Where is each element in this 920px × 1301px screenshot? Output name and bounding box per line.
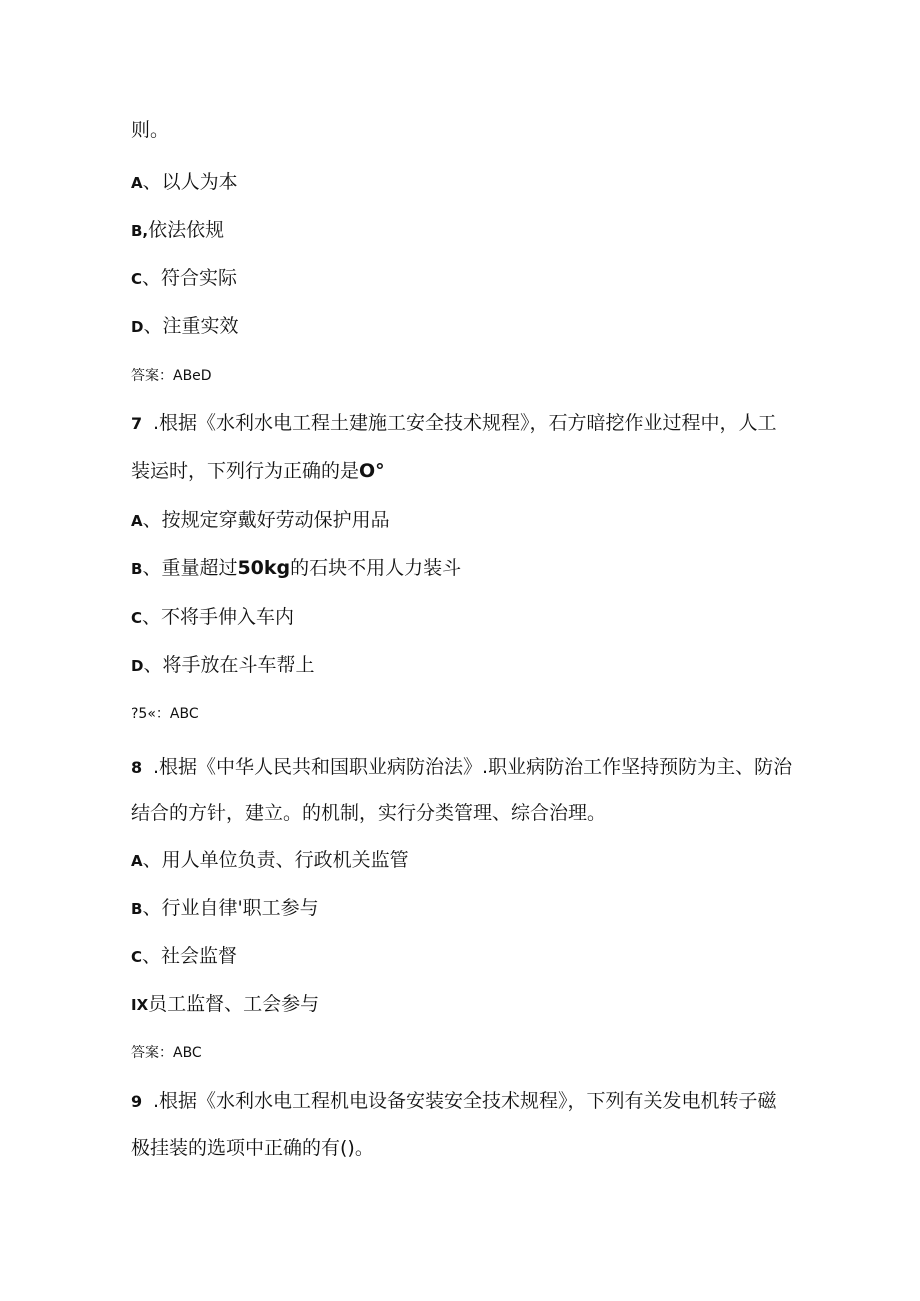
option-text: 员工监督、工会参与 — [148, 993, 320, 1015]
question-9-line-1 — [131, 1089, 777, 1114]
option-c — [131, 605, 294, 630]
option-letter: D — [131, 657, 144, 675]
option-d — [131, 314, 238, 339]
option-letter: A — [131, 174, 143, 192]
option-letter: A — [131, 512, 143, 530]
question-text: 极挂装的选项中正确的有()。 — [131, 1137, 374, 1159]
option-d — [131, 653, 314, 678]
text: 则。 — [131, 119, 170, 141]
answer-line: 答案：ABeD — [131, 368, 212, 384]
question-number: 9 — [131, 1092, 143, 1111]
option-text: 、注重实效 — [143, 315, 239, 337]
question-8-line-2 — [131, 801, 606, 825]
option-letter: A — [131, 852, 143, 870]
option-text: 的石块不用人力装斗 — [290, 557, 462, 579]
option-letter: B, — [131, 222, 149, 240]
option-a — [131, 508, 390, 533]
option-text: 依法依规 — [148, 219, 225, 241]
question-text: .根据《水利水电工程土建施工安全技术规程》，石方暗挖作业过程中，人工 — [153, 412, 777, 434]
option-weight: 50kg — [237, 557, 291, 579]
option-text: 、行业自律'职工参与 — [142, 897, 319, 919]
answer-line: 答案：ABC — [131, 1045, 202, 1061]
question-text: 装运时，下列行为正确的是 — [131, 460, 360, 482]
option-c — [131, 266, 237, 291]
question-text-end: O° — [359, 460, 385, 482]
option-letter: C — [131, 270, 143, 288]
option-a — [131, 848, 409, 873]
question-number: 8 — [131, 758, 143, 777]
option-b — [131, 896, 319, 921]
option-text: 、用人单位负责、行政机关监管 — [142, 849, 409, 871]
option-d — [131, 992, 319, 1017]
question-text: .根据《中华人民共和国职业病防治法》.职业病防治工作坚持预防为主、防治 — [153, 756, 793, 778]
question-text: .根据《水利水电工程机电设备安装安全技术规程》，下列有关发电机转子磁 — [153, 1090, 777, 1112]
option-b — [131, 218, 224, 243]
question-7-line-1 — [131, 411, 777, 436]
option-text: 、符合实际 — [142, 267, 238, 289]
question-8-line-1 — [131, 755, 792, 780]
option-letter: C — [131, 948, 143, 966]
option-letter: B — [131, 560, 143, 578]
option-letter: B — [131, 900, 143, 918]
option-text: 、以人为本 — [142, 171, 238, 193]
option-text: 、按规定穿戴好劳动保护用品 — [142, 509, 390, 531]
option-letter: D — [131, 318, 144, 336]
option-a — [131, 170, 238, 195]
option-text: 、不将手伸入车内 — [142, 606, 295, 628]
question-number: 7 — [131, 414, 143, 433]
option-text: 、社会监督 — [142, 945, 238, 967]
question-9-line-2 — [131, 1136, 374, 1160]
option-letter: C — [131, 609, 143, 627]
option-b — [131, 556, 461, 581]
option-text: 、重量超过 — [142, 557, 238, 579]
question-text: 结合的方针，建立。的机制，实行分类管理、综合治理。 — [131, 802, 607, 824]
question-7-line-2 — [131, 459, 385, 483]
paragraph-line — [131, 118, 169, 142]
option-c — [131, 944, 237, 969]
option-letter: IX — [131, 996, 149, 1014]
option-text: 、将手放在斗车帮上 — [143, 654, 315, 676]
answer-line: ?5«：ABC — [131, 706, 199, 722]
